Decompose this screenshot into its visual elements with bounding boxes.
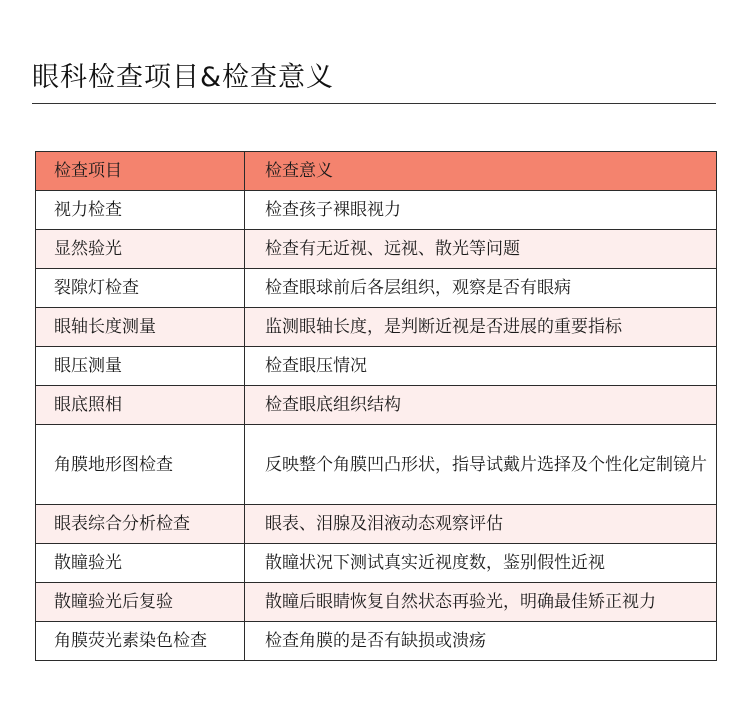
exam-meaning-cell: 散瞳后眼睛恢复自然状态再验光，明确最佳矫正视力 [245, 583, 717, 622]
exam-item-cell: 散瞳验光后复验 [36, 583, 245, 622]
exam-meaning-cell: 检查角膜的是否有缺损或溃疡 [245, 622, 717, 661]
exam-meaning-cell: 检查眼压情况 [245, 347, 717, 386]
exam-item-cell: 视力检查 [36, 191, 245, 230]
exam-meaning-cell: 检查孩子裸眼视力 [245, 191, 717, 230]
exam-meaning-cell: 反映整个角膜凹凸形状，指导试戴片选择及个性化定制镜片 [245, 425, 717, 505]
table-row [36, 622, 717, 661]
exam-meaning-cell: 检查眼球前后各层组织，观察是否有眼病 [245, 269, 717, 308]
page-title: 眼科检查项目&检查意义 [32, 62, 335, 93]
title-divider [32, 103, 716, 104]
table-row [36, 191, 717, 230]
table-row [36, 230, 717, 269]
exam-meaning-cell: 监测眼轴长度，是判断近视是否进展的重要指标 [245, 308, 717, 347]
exam-meaning-cell: 散瞳状况下测试真实近视度数，鉴别假性近视 [245, 544, 717, 583]
exam-meaning-cell: 眼表、泪腺及泪液动态观察评估 [245, 505, 717, 544]
exam-item-cell: 散瞳验光 [36, 544, 245, 583]
exam-item-cell: 眼底照相 [36, 386, 245, 425]
column-header-item: 检查项目 [36, 152, 245, 191]
exam-meaning-cell: 检查眼底组织结构 [245, 386, 717, 425]
table-row [36, 308, 717, 347]
exam-item-cell: 角膜荧光素染色检查 [36, 622, 245, 661]
column-header-meaning: 检查意义 [245, 152, 717, 191]
table-row [36, 583, 717, 622]
table-row [36, 505, 717, 544]
table-row [36, 347, 717, 386]
exam-item-cell: 眼轴长度测量 [36, 308, 245, 347]
table-header-row [36, 152, 717, 191]
table-row [36, 425, 717, 505]
exam-meaning-cell: 检查有无近视、远视、散光等问题 [245, 230, 717, 269]
exam-item-cell: 裂隙灯检查 [36, 269, 245, 308]
exam-item-cell: 显然验光 [36, 230, 245, 269]
exam-table [35, 151, 717, 661]
table-row [36, 544, 717, 583]
table-row [36, 269, 717, 308]
exam-item-cell: 角膜地形图检查 [36, 425, 245, 505]
exam-item-cell: 眼表综合分析检查 [36, 505, 245, 544]
table-row [36, 386, 717, 425]
exam-item-cell: 眼压测量 [36, 347, 245, 386]
